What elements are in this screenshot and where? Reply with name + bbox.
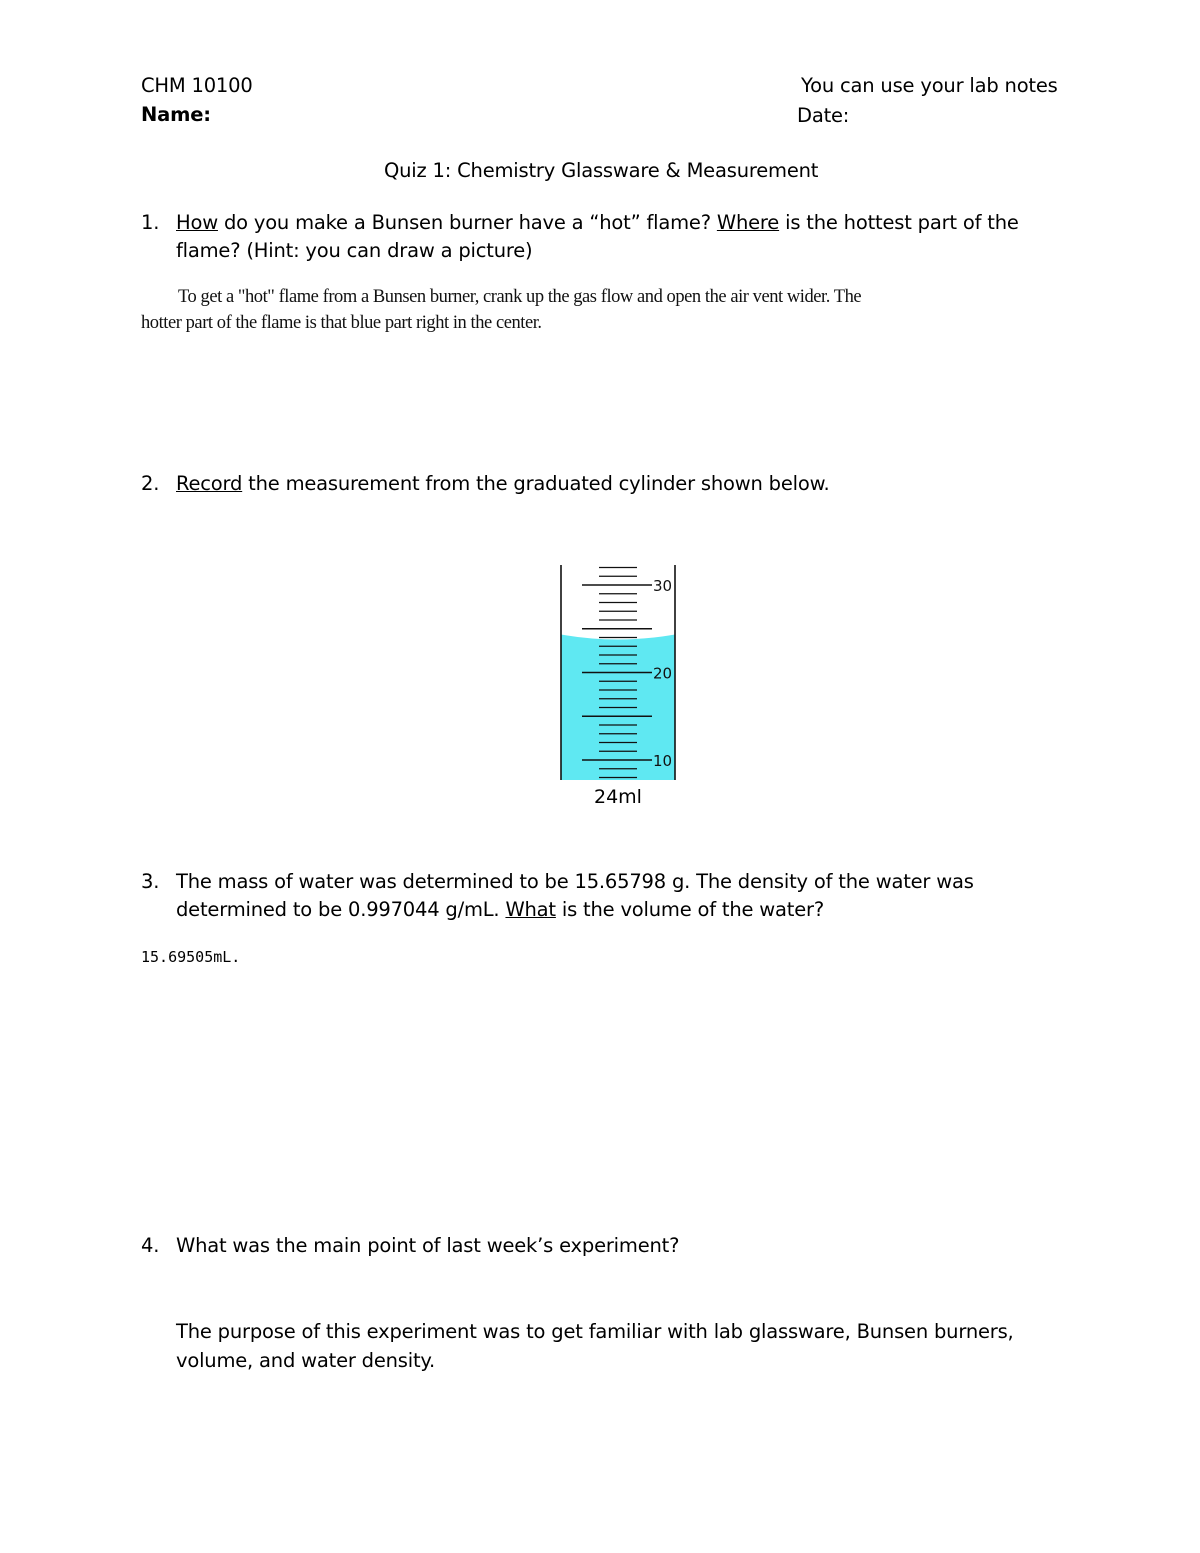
graduated-cylinder-figure: [550, 555, 690, 795]
keyword-record: Record: [176, 472, 243, 495]
tick-label: 20: [653, 664, 673, 683]
q1-text-part: do you make a Bunsen burner have a “hot” flame?: [217, 211, 717, 234]
answer-4-line1: The purpose of this experiment was to get familiar with lab glassware, Bunsen burners,: [176, 1320, 1014, 1343]
q1-text-line2: flame? (Hint: you can draw a picture): [176, 239, 533, 262]
keyword-how: How: [176, 211, 218, 234]
q3-text-line1: The mass of water was determined to be 15.65798 g. The density of the water was: [176, 870, 974, 893]
question-number: 2.: [141, 472, 160, 495]
question-1: [141, 209, 1041, 265]
question-number: 1.: [141, 211, 160, 234]
question-4: [141, 1232, 679, 1260]
tick-label: 10: [653, 752, 673, 770]
name-label: Name:: [141, 103, 211, 126]
lab-notes-note: You can use your lab notes: [801, 74, 1058, 97]
question-number: 4.: [141, 1234, 160, 1257]
cylinder-answer: 24ml: [594, 786, 642, 808]
keyword-what: What: [505, 898, 556, 921]
q4-text-line1: What was the main point of last week’s experiment?: [176, 1234, 680, 1257]
question-2: [141, 470, 830, 498]
quiz-title: Quiz 1: Chemistry Glassware & Measurement: [384, 159, 819, 182]
question-3: [141, 868, 974, 924]
question-number: 3.: [141, 870, 160, 893]
keyword-where: Where: [716, 211, 780, 234]
date-label: Date:: [797, 104, 850, 127]
answer-1-line1: To get a "hot" flame from a Bunsen burner, crank up the gas flow and open the air vent wider. The: [178, 287, 862, 307]
course-code: CHM 10100: [141, 74, 253, 97]
answer-1-line2: hotter part of the flame is that blue part right in the center.: [141, 313, 542, 333]
q3-text-part: is the volume of the water?: [555, 898, 824, 921]
q1-text-part: is the hottest part of the: [779, 211, 1019, 234]
tick-label: 30: [653, 577, 673, 595]
q3-text-part: determined to be 0.997044 g/mL.: [176, 898, 506, 921]
answer-4-line2: volume, and water density.: [176, 1349, 435, 1372]
q2-text-part: the measurement from the graduated cylinder shown below.: [242, 472, 830, 495]
answer-3: 15.69505mL.: [141, 948, 241, 966]
